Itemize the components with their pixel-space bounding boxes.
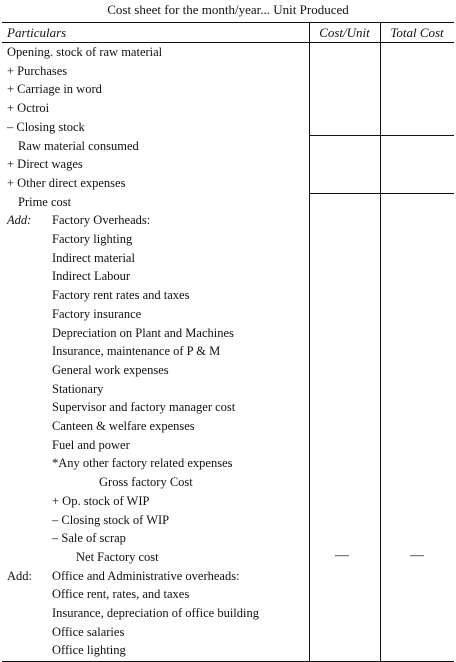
table-header (2, 23, 454, 43)
list-item: Office lighting (52, 643, 126, 658)
list-item: Indirect material (52, 250, 135, 265)
list-item: Insurance, maintenance of P & M (52, 344, 221, 359)
subtotal-rule-prime-cost (309, 193, 454, 194)
list-item: Canteen & welfare expenses (52, 419, 195, 433)
list-item: Opening. stock of raw material (7, 45, 163, 59)
column-divider-cost-unit (309, 23, 310, 661)
list-item: Prime cost (18, 194, 72, 209)
cost-sheet-table (2, 22, 454, 662)
net-factory-total-dash: — (410, 548, 424, 563)
list-item: Supervisor and factory manager cost (52, 400, 236, 415)
list-item: Office and Administrative overheads: (52, 568, 240, 583)
list-item: Net Factory cost (76, 549, 159, 564)
list-item: General work expenses (52, 362, 169, 377)
page-title: Cost sheet for the month/year... Unit Produced (107, 2, 349, 17)
header-total-cost: Total Cost (390, 25, 444, 40)
list-item: + Octroi (7, 101, 50, 116)
list-item: Gross factory Cost (99, 475, 193, 490)
list-item: Fuel and power (52, 437, 130, 452)
add-label-office: Add: (7, 568, 32, 583)
list-item: Factory rent rates and taxes (52, 288, 190, 303)
list-item: Factory Overheads: (52, 213, 151, 228)
list-item: + Purchases (7, 63, 68, 78)
add-label-factory: Add: (7, 213, 32, 228)
column-divider-total-cost (380, 23, 381, 661)
list-item: + Direct wages (7, 157, 83, 172)
list-item: Factory insurance (52, 306, 142, 321)
list-item: + Carriage in word (7, 82, 102, 97)
list-item: Factory lighting (52, 232, 133, 246)
list-item: + Op. stock of WIP (52, 493, 150, 508)
list-item: + Other direct expenses (7, 175, 126, 190)
list-item: Raw material consumed (18, 138, 139, 153)
header-cost-unit: Cost/Unit (319, 25, 370, 40)
header-particulars: Particulars (7, 25, 67, 40)
list-item: – Closing stock (7, 119, 85, 134)
list-item: Office salaries (52, 624, 125, 639)
list-item: – Sale of scrap (52, 531, 126, 546)
subtotal-rule-raw-material (309, 135, 454, 136)
list-item: *Any other factory related expenses (52, 456, 233, 471)
list-item: Indirect Labour (52, 269, 131, 284)
list-item: Office rent, rates, and taxes (52, 587, 190, 602)
net-factory-cost-unit-dash: — (335, 548, 349, 563)
list-item: Depreciation on Plant and Machines (52, 325, 234, 340)
list-item: Insurance, depreciation of office building (52, 606, 259, 620)
list-item: Stationary (52, 381, 104, 396)
list-item: – Closing stock of WIP (52, 512, 170, 527)
